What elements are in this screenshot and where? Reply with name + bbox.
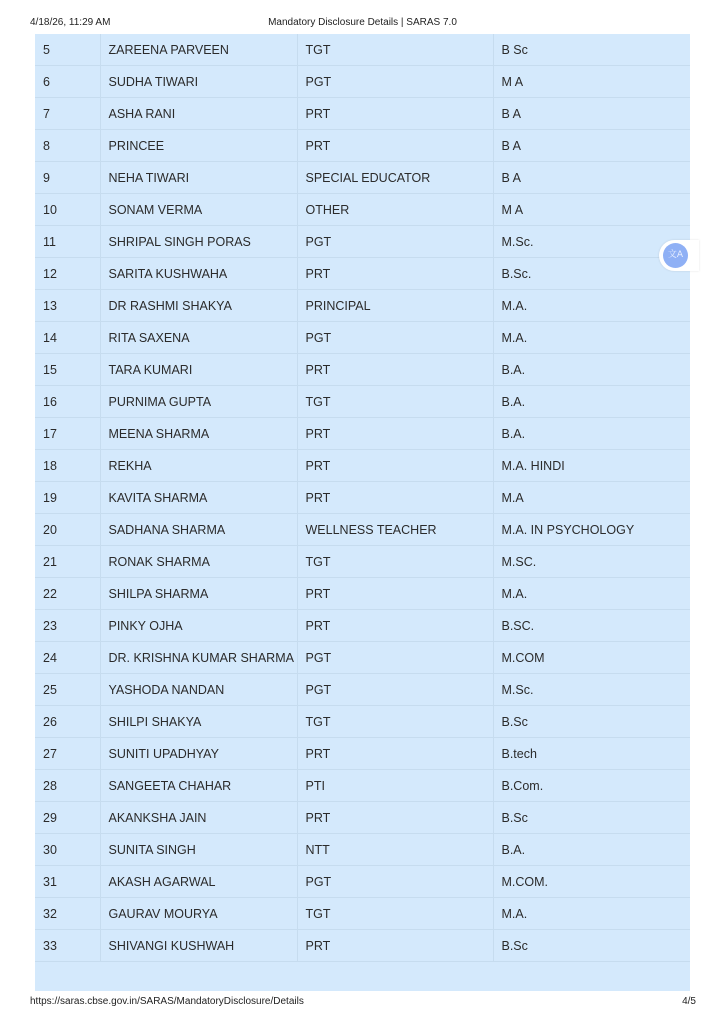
cell-staff-name: DR. KRISHNA KUMAR SHARMA [100,642,297,674]
cell-serial-number: 8 [35,130,100,162]
cell-staff-name: MEENA SHARMA [100,418,297,450]
cell-qualification: B.Sc [493,802,690,834]
cell-designation: PGT [297,66,493,98]
cell-serial-number: 28 [35,770,100,802]
cell-serial-number: 29 [35,802,100,834]
table-row [35,258,690,290]
cell-serial-number: 7 [35,98,100,130]
cell-staff-name: PINKY OJHA [100,610,297,642]
cell-serial-number: 16 [35,386,100,418]
cell-qualification: M A [493,194,690,226]
translate-widget[interactable] [659,240,699,271]
cell-designation: PGT [297,642,493,674]
cell-qualification: M.Sc. [493,674,690,706]
cell-staff-name: KAVITA SHARMA [100,482,297,514]
translate-icon[interactable]: 文A [663,243,688,268]
table-row [35,34,690,66]
table-row [35,130,690,162]
cell-qualification: B A [493,162,690,194]
cell-staff-name: TARA KUMARI [100,354,297,386]
cell-designation: PRT [297,738,493,770]
cell-serial-number: 9 [35,162,100,194]
print-header [0,17,725,31]
cell-staff-name: NEHA TIWARI [100,162,297,194]
cell-designation: PRT [297,610,493,642]
table-row [35,322,690,354]
cell-serial-number: 30 [35,834,100,866]
cell-qualification: M.A. HINDI [493,450,690,482]
table-row [35,706,690,738]
cell-serial-number: 22 [35,578,100,610]
cell-qualification: M.Sc. [493,226,690,258]
table-row [35,354,690,386]
cell-designation: SPECIAL EDUCATOR [297,162,493,194]
cell-staff-name: AKASH AGARWAL [100,866,297,898]
cell-serial-number: 14 [35,322,100,354]
cell-designation: TGT [297,898,493,930]
table-row [35,98,690,130]
cell-serial-number: 13 [35,290,100,322]
cell-serial-number: 19 [35,482,100,514]
cell-qualification: M.COM [493,642,690,674]
table-row [35,866,690,898]
cell-qualification: B.Sc. [493,258,690,290]
table-row [35,66,690,98]
cell-staff-name: SHRIPAL SINGH PORAS [100,226,297,258]
cell-designation: TGT [297,34,493,66]
cell-serial-number: 18 [35,450,100,482]
cell-staff-name: SANGEETA CHAHAR [100,770,297,802]
cell-qualification: B.Sc [493,930,690,962]
cell-designation: NTT [297,834,493,866]
table-row [35,834,690,866]
table-row [35,162,690,194]
cell-designation: WELLNESS TEACHER [297,514,493,546]
cell-staff-name: REKHA [100,450,297,482]
cell-staff-name: PURNIMA GUPTA [100,386,297,418]
table-row [35,738,690,770]
cell-designation: PRINCIPAL [297,290,493,322]
cell-qualification: B.A. [493,354,690,386]
table-row [35,770,690,802]
cell-qualification: B.SC. [493,610,690,642]
cell-qualification: M.A. [493,322,690,354]
table-row [35,386,690,418]
cell-serial-number: 5 [35,34,100,66]
cell-staff-name: SHIVANGI KUSHWAH [100,930,297,962]
cell-serial-number: 21 [35,546,100,578]
cell-designation: PGT [297,322,493,354]
cell-staff-name: SADHANA SHARMA [100,514,297,546]
cell-designation: PRT [297,802,493,834]
cell-serial-number: 15 [35,354,100,386]
cell-qualification: M.A. [493,898,690,930]
cell-staff-name: SUNITA SINGH [100,834,297,866]
cell-qualification: B.tech [493,738,690,770]
cell-qualification: B.A. [493,386,690,418]
print-footer [0,996,725,1010]
table-row [35,578,690,610]
cell-designation: TGT [297,546,493,578]
cell-qualification: M.A [493,482,690,514]
cell-qualification: B A [493,130,690,162]
cell-designation: PRT [297,130,493,162]
cell-serial-number: 26 [35,706,100,738]
cell-designation: PRT [297,98,493,130]
cell-staff-name: RONAK SHARMA [100,546,297,578]
cell-staff-name: SHILPA SHARMA [100,578,297,610]
cell-designation: PGT [297,226,493,258]
table-row [35,674,690,706]
table-row [35,418,690,450]
cell-qualification: B A [493,98,690,130]
cell-staff-name: RITA SAXENA [100,322,297,354]
cell-qualification: M.COM. [493,866,690,898]
table-row [35,290,690,322]
cell-staff-name: SONAM VERMA [100,194,297,226]
cell-serial-number: 11 [35,226,100,258]
table-row [35,802,690,834]
cell-designation: PRT [297,258,493,290]
cell-designation: PGT [297,866,493,898]
cell-serial-number: 24 [35,642,100,674]
cell-serial-number: 27 [35,738,100,770]
table-row [35,546,690,578]
cell-designation: PTI [297,770,493,802]
cell-qualification: M A [493,66,690,98]
cell-designation: TGT [297,706,493,738]
cell-qualification: M.SC. [493,546,690,578]
page-title: Mandatory Disclosure Details | SARAS 7.0 [268,17,457,28]
cell-serial-number: 6 [35,66,100,98]
cell-staff-name: ZAREENA PARVEEN [100,34,297,66]
table-row [35,930,690,962]
page-number: 4/5 [682,996,696,1007]
cell-staff-name: ASHA RANI [100,98,297,130]
table-row [35,482,690,514]
table-row [35,450,690,482]
table-row [35,642,690,674]
cell-staff-name: GAURAV MOURYA [100,898,297,930]
cell-designation: PRT [297,930,493,962]
page-url: https://saras.cbse.gov.in/SARAS/MandatoryDisclosure/Details [30,996,304,1007]
cell-staff-name: SHILPI SHAKYA [100,706,297,738]
cell-qualification: B.A. [493,418,690,450]
cell-serial-number: 32 [35,898,100,930]
staff-table-container [35,34,690,991]
cell-qualification: B Sc [493,34,690,66]
table-row [35,226,690,258]
table-row [35,194,690,226]
cell-qualification: B.Com. [493,770,690,802]
cell-staff-name: SUDHA TIWARI [100,66,297,98]
cell-qualification: M.A. [493,578,690,610]
table-row [35,514,690,546]
cell-staff-name: YASHODA NANDAN [100,674,297,706]
cell-serial-number: 10 [35,194,100,226]
table-row [35,610,690,642]
cell-designation: TGT [297,386,493,418]
print-datetime: 4/18/26, 11:29 AM [30,17,111,28]
cell-serial-number: 31 [35,866,100,898]
cell-serial-number: 12 [35,258,100,290]
cell-qualification: M.A. IN PSYCHOLOGY [493,514,690,546]
cell-staff-name: SUNITI UPADHYAY [100,738,297,770]
table-row [35,898,690,930]
staff-table [35,34,690,962]
cell-qualification: M.A. [493,290,690,322]
cell-qualification: B.Sc [493,706,690,738]
cell-designation: PGT [297,674,493,706]
cell-serial-number: 33 [35,930,100,962]
cell-designation: PRT [297,482,493,514]
cell-designation: OTHER [297,194,493,226]
cell-designation: PRT [297,450,493,482]
cell-staff-name: DR RASHMI SHAKYA [100,290,297,322]
staff-table-body [35,34,690,962]
cell-staff-name: PRINCEE [100,130,297,162]
cell-serial-number: 23 [35,610,100,642]
cell-qualification: B.A. [493,834,690,866]
cell-designation: PRT [297,418,493,450]
cell-staff-name: SARITA KUSHWAHA [100,258,297,290]
cell-serial-number: 17 [35,418,100,450]
cell-designation: PRT [297,578,493,610]
cell-serial-number: 20 [35,514,100,546]
cell-serial-number: 25 [35,674,100,706]
cell-staff-name: AKANKSHA JAIN [100,802,297,834]
cell-designation: PRT [297,354,493,386]
